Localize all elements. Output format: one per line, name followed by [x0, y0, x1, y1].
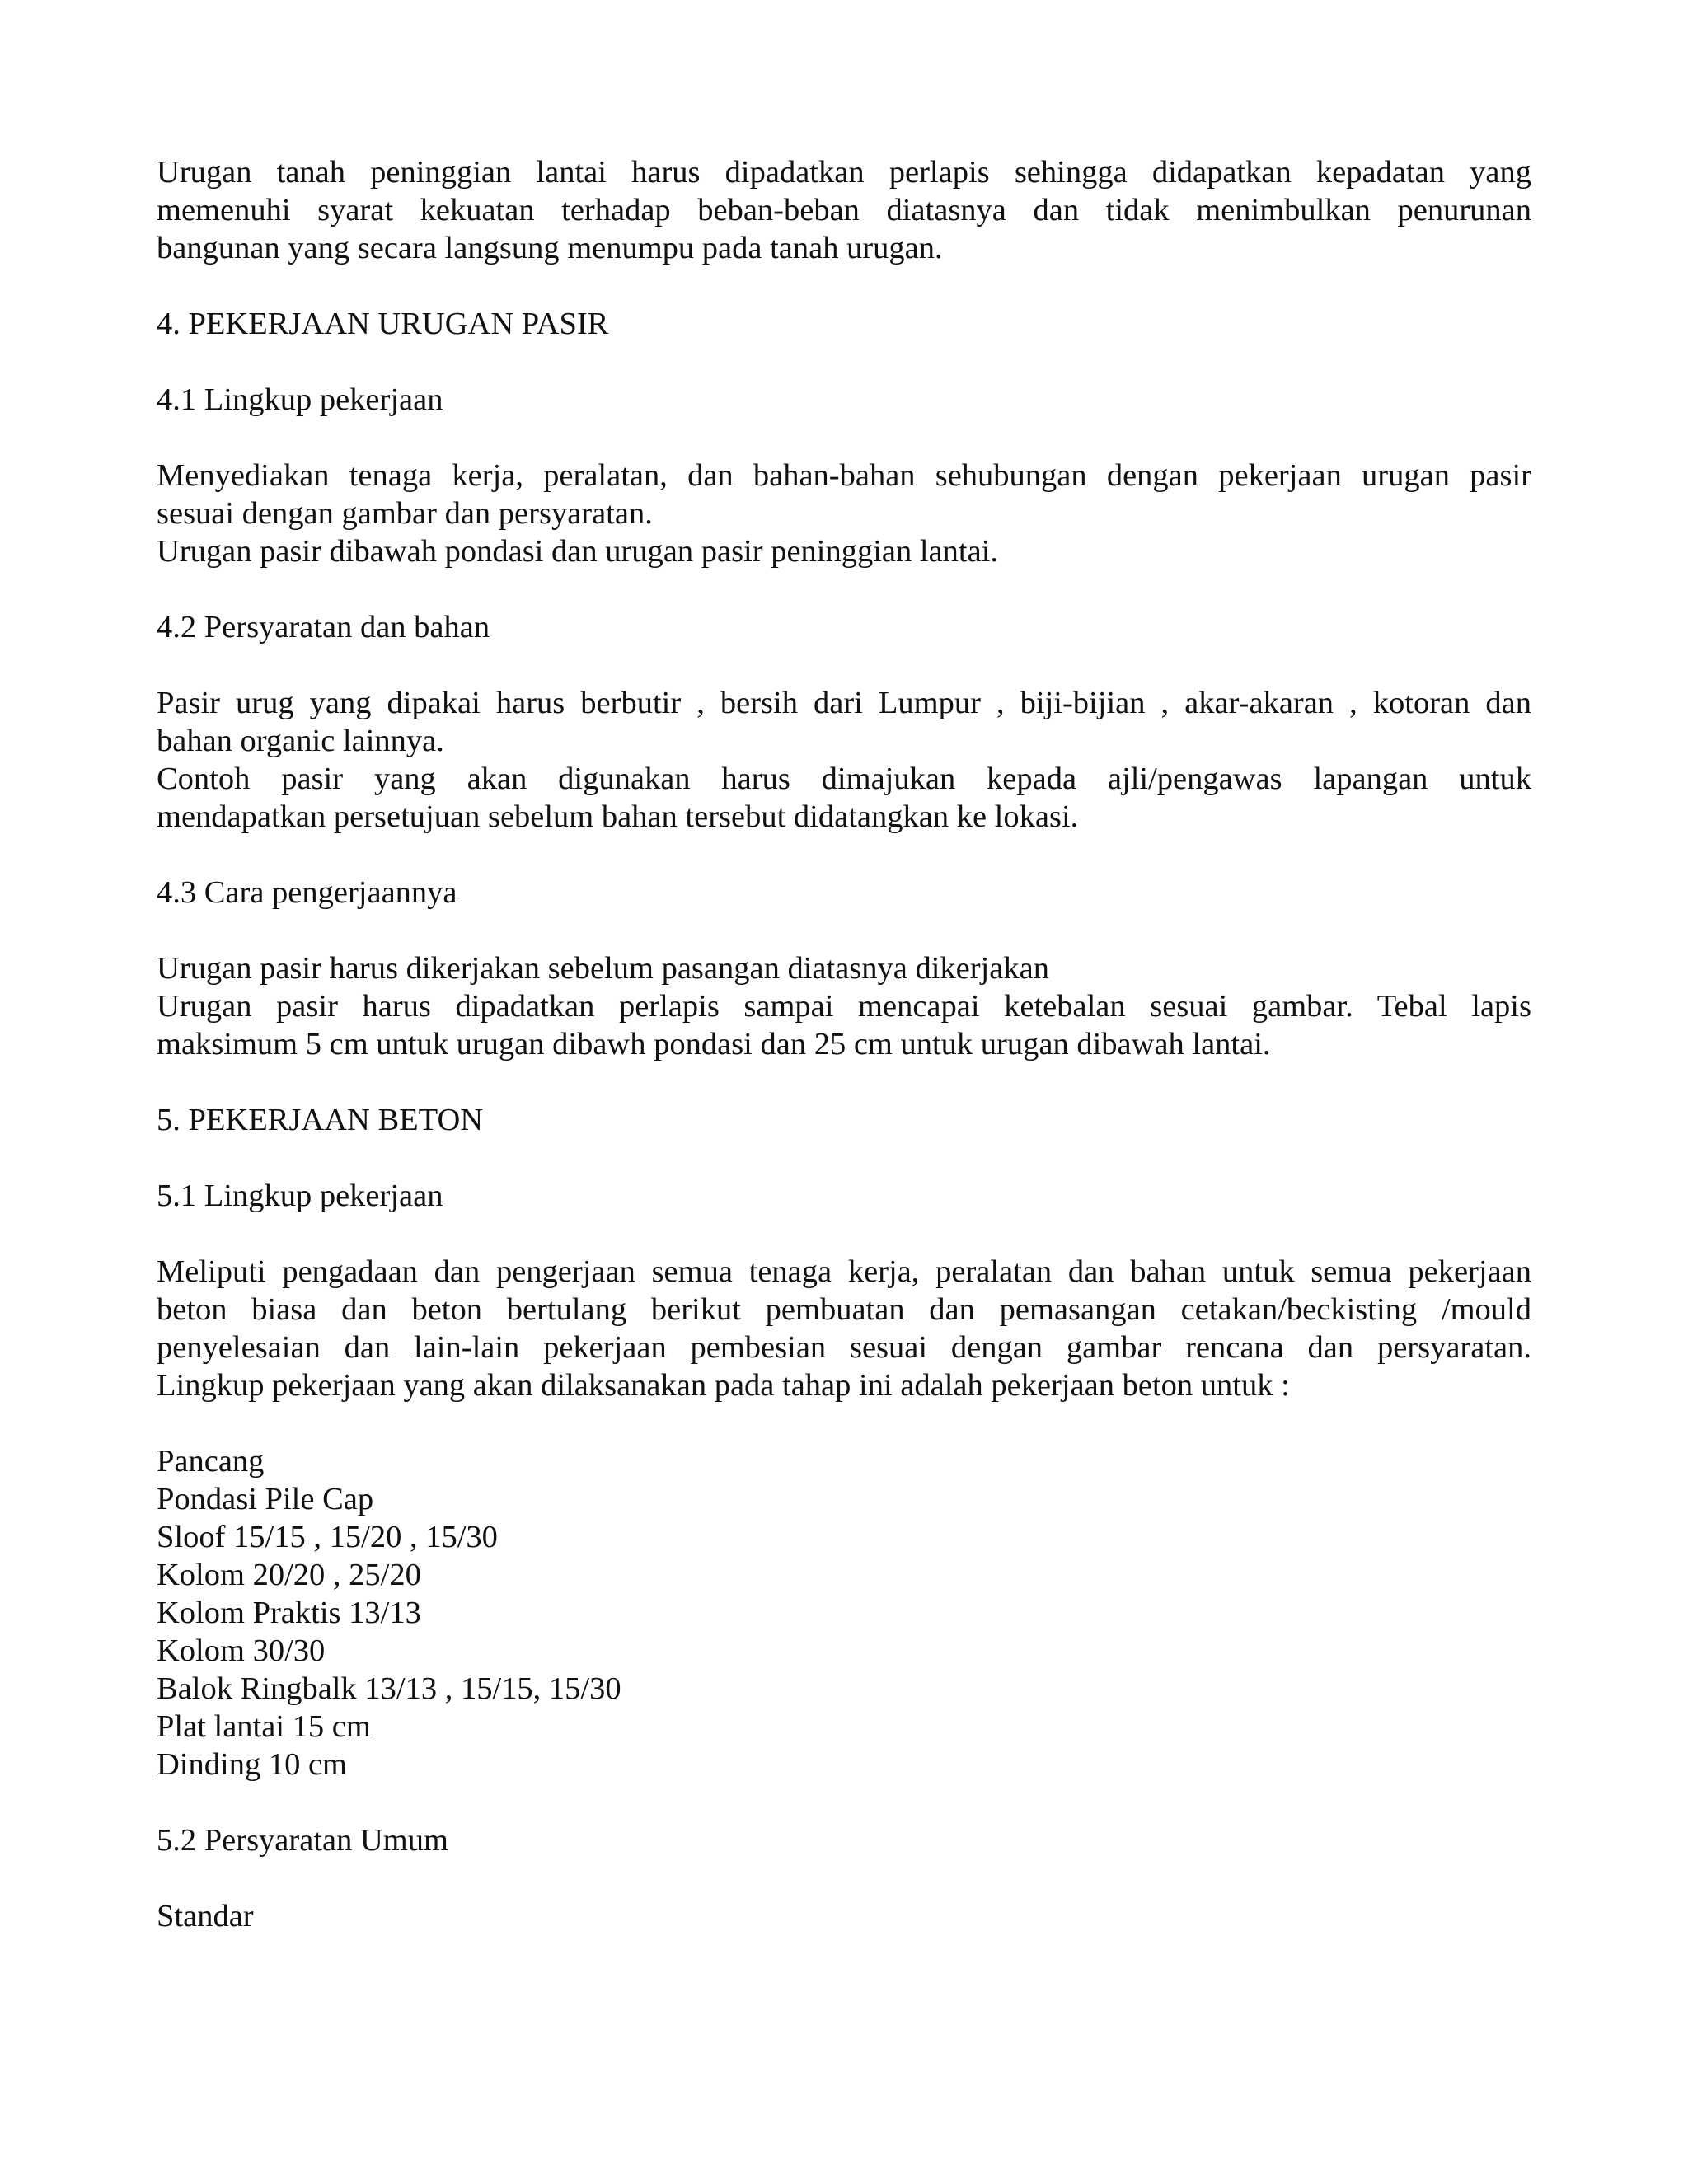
subsection-5-1-paragraph — [157, 1253, 1531, 1404]
list-item: Kolom Praktis 13/13 — [157, 1596, 421, 1630]
list-item: Kolom 30/30 — [157, 1633, 326, 1668]
standard-label: Standar — [157, 1899, 254, 1933]
list-item: Balok Ringbalk 13/13 , 15/15, 15/30 — [157, 1671, 621, 1706]
section-4-heading: 4. PEKERJAAN URUGAN PASIR — [157, 307, 609, 341]
text-line: sesuai dengan gambar dan persyaratan. — [157, 496, 653, 531]
text-line: maksimum 5 cm untuk urugan dibawh pondasi dan 25 cm untuk urugan dibawah lantai. — [157, 1027, 1271, 1062]
text-line: Urugan tanah peninggian lantai harus dipadatkan perlapis sehingga didapatkan kepadatan yang — [157, 155, 1531, 190]
subsection-5-1-heading: 5.1 Lingkup pekerjaan — [157, 1179, 443, 1213]
section-5-heading: 5. PEKERJAAN BETON — [157, 1103, 484, 1137]
text-line: penyelesaian dan lain-lain pekerjaan pembesian sesuai dengan gambar rencana dan persyaratan. — [157, 1330, 1531, 1365]
subsection-4-3-paragraph — [157, 949, 1531, 1063]
text-line: Urugan pasir dibawah pondasi dan urugan pasir peninggian lantai. — [157, 534, 999, 569]
list-item: Sloof 15/15 , 15/20 , 15/30 — [157, 1520, 498, 1554]
subsection-4-1-heading: 4.1 Lingkup pekerjaan — [157, 382, 443, 417]
intro-paragraph — [157, 153, 1531, 267]
text-line: beton biasa dan beton bertulang berikut pembuatan dan pemasangan cetakan/beckisting /mould — [157, 1292, 1531, 1327]
text-line: Urugan pasir harus dipadatkan perlapis sampai mencapai ketebalan sesuai gambar. Tebal lapis — [157, 989, 1531, 1024]
text-line: memenuhi syarat kekuatan terhadap beban-beban diatasnya dan tidak menimbulkan penurunan — [157, 193, 1531, 227]
text-line: Menyediakan tenaga kerja, peralatan, dan bahan-bahan sehubungan dengan pekerjaan urugan pasir — [157, 458, 1531, 493]
subsection-4-3-heading: 4.3 Cara pengerjaannya — [157, 875, 457, 910]
subsection-4-2-heading: 4.2 Persyaratan dan bahan — [157, 610, 490, 644]
subsection-5-2-heading: 5.2 Persyaratan Umum — [157, 1823, 448, 1858]
text-line: Contoh pasir yang akan digunakan harus dimajukan kepada ajli/pengawas lapangan untuk — [157, 762, 1531, 796]
document-page — [157, 153, 1531, 1973]
list-item: Plat lantai 15 cm — [157, 1709, 371, 1744]
text-line: Urugan pasir harus dikerjakan sebelum pasangan diatasnya dikerjakan — [157, 951, 1049, 986]
text-line: bahan organic lainnya. — [157, 724, 444, 758]
text-line: Meliputi pengadaan dan pengerjaan semua tenaga kerja, peralatan dan bahan untuk semua pekerjaan — [157, 1254, 1531, 1289]
text-line: mendapatkan persetujuan sebelum bahan tersebut didatangkan ke lokasi. — [157, 799, 1079, 834]
list-item: Dinding 10 cm — [157, 1747, 347, 1782]
list-item: Kolom 20/20 , 25/20 — [157, 1558, 421, 1592]
list-item: Pancang — [157, 1444, 265, 1479]
concrete-work-list — [157, 1442, 1531, 1783]
list-item: Pondasi Pile Cap — [157, 1482, 374, 1516]
subsection-4-2-paragraph — [157, 684, 1531, 836]
subsection-4-1-paragraph — [157, 457, 1531, 570]
text-line: Pasir urug yang dipakai harus berbutir , bersih dari Lumpur , biji-bijian , akar-akaran , kotoran dan — [157, 686, 1531, 720]
text-line: bangunan yang secara langsung menumpu pada tanah urugan. — [157, 231, 943, 265]
text-line: Lingkup pekerjaan yang akan dilaksanakan pada tahap ini adalah pekerjaan beton untuk : — [157, 1368, 1290, 1403]
